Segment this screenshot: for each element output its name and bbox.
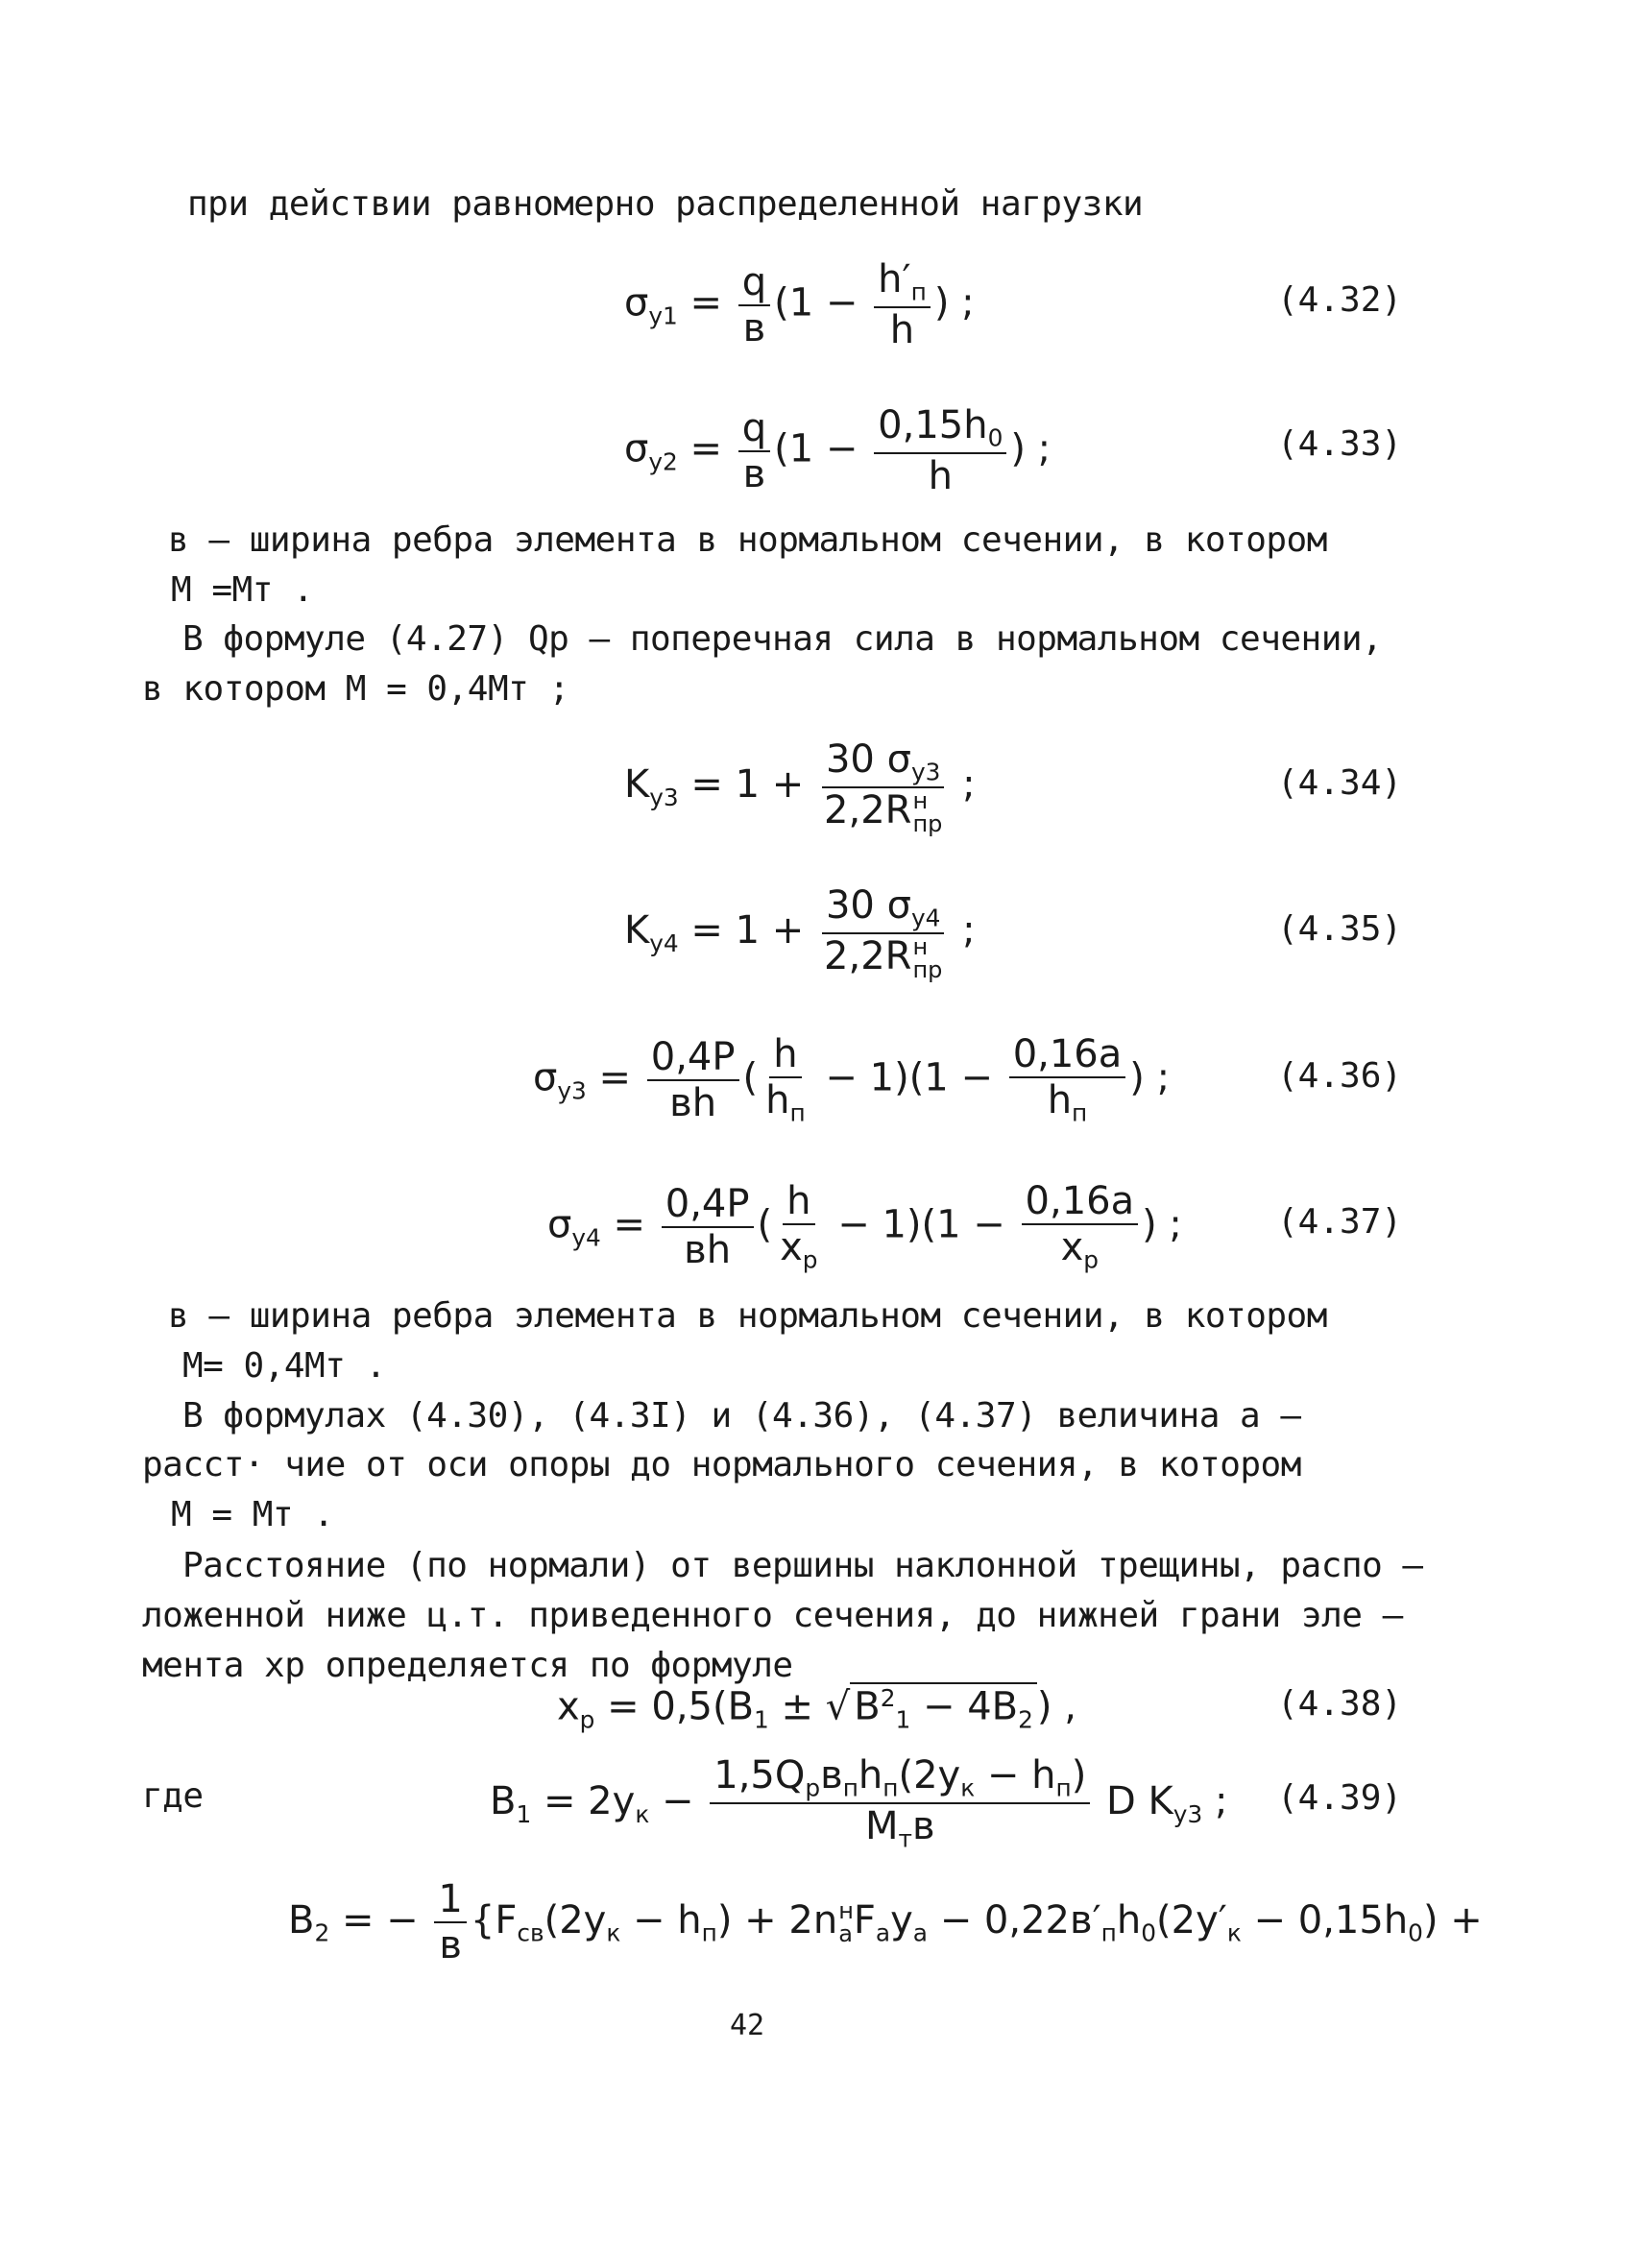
a-definition-3: M = Mт . xyxy=(171,1495,334,1534)
xp-paragraph-1: Расстояние (по нормали) от вершины наклонной трещины, распо – xyxy=(182,1546,1423,1585)
xp-paragraph-3: мента xр определяется по формуле xyxy=(142,1646,793,1685)
formula-b2: $B_2$ = − $\frac{1}{в}$ {$F_{cв}(2y_к - h_п) + 2n$ н a $F_ay_a - 0,22в'_пh_0(2y'_к - 0,15h_0)$ + xyxy=(288,1877,1483,1967)
where-label: где xyxy=(142,1776,204,1816)
formula-4-33: $\sigma_{y2}$ = $\frac{q}{в}$ (1 − $\frac{0,15h_0}{h}$ ) ; xyxy=(624,403,1052,499)
eq-number-4-39: (4.39) xyxy=(1277,1778,1403,1818)
eq-number-4-32: (4.32) xyxy=(1277,280,1403,320)
b-definition-1-cont: M =Mт . xyxy=(171,570,314,610)
xp-paragraph-2: ложенной ниже ц.т. приведенного сечения, до нижней грани эле – xyxy=(142,1596,1403,1635)
a-definition-1: В формулах (4.30), (4.3I) и (4.36), (4.37) величина a – xyxy=(182,1396,1301,1436)
formula-4-35: $K_{y4} = 1$ + 30 $\sigma_{y4}$ 2,2R н пр ; xyxy=(624,883,976,984)
b-definition-2-cont: M= 0,4Mт . xyxy=(182,1346,386,1386)
qp-line-2: в котором M = 0,4Mт ; xyxy=(142,669,569,709)
eq-number-4-33: (4.33) xyxy=(1277,424,1403,464)
eq-number-4-36: (4.36) xyxy=(1277,1056,1403,1096)
formula-4-34: $K_{y3} = 1$ + 30 $\sigma_{y3}$ 2,2R н пр ; xyxy=(624,737,976,838)
eq-number-4-38: (4.38) xyxy=(1277,1684,1403,1724)
eq-number-4-37: (4.37) xyxy=(1277,1202,1403,1242)
a-definition-2: расст· чие от оси опоры до нормального сечения, в котором xyxy=(142,1445,1301,1484)
eq-number-4-34: (4.34) xyxy=(1277,763,1403,803)
formula-4-39: $B_1 = 2y_к$ − $\frac{1,5Q_pв_пh_п(2y_к - h_п)}{M_тв}$ D $K_{y3}$ ; xyxy=(490,1753,1228,1853)
formula-4-36: $\sigma_{y3}$ = $\frac{0,4P}{вh}$ ( $\frac{h}{h_п}$ − 1)(1 − $\frac{0,16a}{h_п}$ ) ; xyxy=(533,1032,1171,1127)
formula-4-37: $\sigma_{y4}$ = $\frac{0,4P}{вh}$ ( $\frac{h}{x_p}$ − 1)(1 − $\frac{0,16a}{x_p}$ ) ; xyxy=(547,1179,1182,1274)
formula-4-38: $x_p = 0,5(B_1$ ± √ $B^2_1 - 4B_2$ ) , xyxy=(557,1684,1076,1734)
intro-text: при действии равномерно распределенной нагрузки xyxy=(187,184,1144,224)
page-number: 42 xyxy=(730,2009,765,2042)
b-definition-1: в – ширина ребра элемента в нормальном сечении, в котором xyxy=(168,520,1327,560)
qp-line-1: В формуле (4.27) Qр – поперечная сила в нормальном сечении, xyxy=(182,619,1383,659)
formula-4-32: $\sigma_{y1}$ = $\frac{q}{в}$ (1 − $\frac{h'_п}{h}$ ) ; xyxy=(624,257,975,353)
b-definition-2: в – ширина ребра элемента в нормальном сечении, в котором xyxy=(168,1296,1327,1336)
eq-number-4-35: (4.35) xyxy=(1277,909,1403,949)
